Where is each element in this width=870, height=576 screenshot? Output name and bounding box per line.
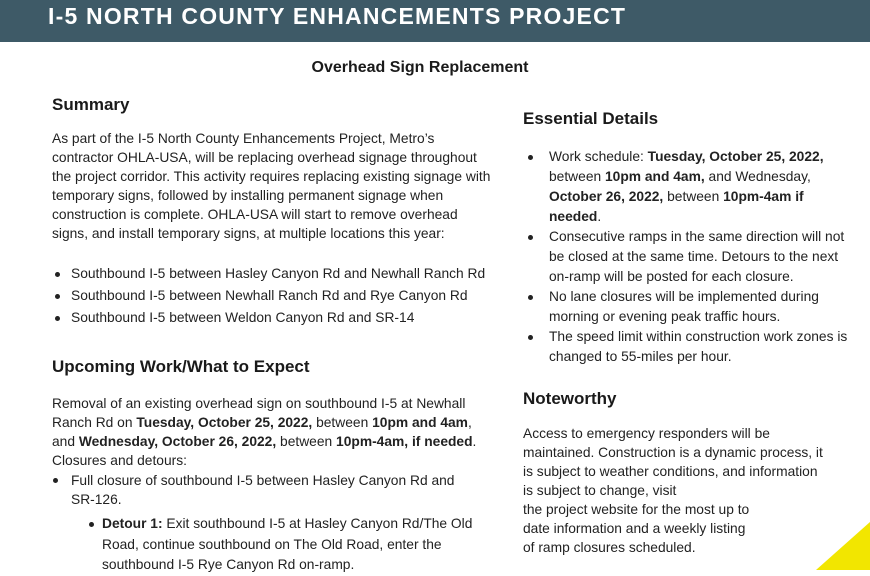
bullet-icon bbox=[89, 522, 94, 527]
list-item bbox=[52, 308, 502, 328]
bullet-icon bbox=[55, 316, 60, 321]
bullet-icon bbox=[528, 155, 533, 160]
location-text: Southbound I-5 between Hasley Canyon Rd and Newhall Ranch Rd bbox=[71, 266, 486, 281]
closure-text: Full closure of southbound I-5 between Hasley Canyon Rd and SR-126. bbox=[71, 473, 455, 507]
intro-date-1: Tuesday, October 25, 2022, bbox=[136, 415, 313, 430]
noteworthy-line: the project website for the most up to bbox=[523, 502, 750, 517]
list-item bbox=[52, 286, 502, 306]
intro-text: Removal of an existing overhead sign on southbound I-5 at Newhall Ranch Rd on bbox=[52, 396, 466, 430]
header-banner bbox=[0, 0, 870, 42]
location-text: Southbound I-5 between Newhall Ranch Rd and Rye Canyon Rd bbox=[71, 288, 468, 303]
noteworthy-heading: Noteworthy bbox=[523, 389, 617, 408]
bullet-icon bbox=[55, 272, 60, 277]
intro-text: between bbox=[312, 415, 373, 430]
noteworthy-text bbox=[523, 424, 863, 557]
schedule-text: between bbox=[549, 169, 605, 184]
intro-text: . Closures and detours: bbox=[52, 434, 477, 468]
list-item bbox=[52, 264, 502, 284]
noteworthy-line: is subject to weather conditions, and information bbox=[523, 464, 818, 479]
detour-label: Detour 1: bbox=[102, 516, 163, 531]
upcoming-heading: Upcoming Work/What to Expect bbox=[52, 357, 310, 376]
list-item bbox=[523, 287, 851, 327]
schedule-time-2: 10pm-4am if needed bbox=[549, 189, 804, 224]
bullet-icon bbox=[528, 335, 533, 340]
list-item bbox=[523, 147, 851, 227]
schedule-date-2: October 26, 2022, bbox=[549, 189, 664, 204]
closures-list bbox=[52, 471, 472, 509]
noteworthy-line: date information and a weekly listing bbox=[523, 521, 746, 536]
detail-text: Consecutive ramps in the same direction will not be closed at the same time. Detours to the next on-ramp will be posted for each closure. bbox=[549, 229, 845, 284]
upcoming-intro bbox=[52, 394, 497, 470]
schedule-time-1: 10pm and 4am, bbox=[605, 169, 705, 184]
list-item bbox=[87, 514, 477, 576]
noteworthy-line: Access to emergency responders will be bbox=[523, 426, 770, 441]
summary-paragraph: As part of the I-5 North County Enhancements Project, Metro’s contractor OHLA-USA, will be replacing overhead signage throughout the project corridor. This activity requires replacing existing signage with temporary signs, followed by installing permanent signage when construction is complete. OHLA-USA will start to remove overhead signs, and install temporary signs, at multiple locations this year: bbox=[52, 131, 491, 241]
intro-text: , and bbox=[52, 415, 472, 449]
list-item bbox=[52, 471, 472, 509]
summary-heading: Summary bbox=[52, 95, 130, 114]
banner-title: I-5 NORTH COUNTY ENHANCEMENTS PROJECT bbox=[48, 3, 627, 29]
essential-list bbox=[523, 147, 851, 367]
schedule-text: between bbox=[663, 189, 724, 204]
intro-time-1: 10pm and 4am bbox=[372, 415, 468, 430]
bullet-icon bbox=[528, 295, 533, 300]
detour-text: Exit southbound I-5 at Hasley Canyon Rd/The Old Road, continue southbound on The Old Road, enter the southbound I-5 Rye Canyon Rd on-ramp. bbox=[102, 516, 473, 572]
bullet-icon bbox=[53, 478, 58, 483]
intro-time-2: 10pm-4am, if needed bbox=[336, 434, 473, 449]
list-item bbox=[523, 227, 851, 287]
detail-text: The speed limit within construction work zones is changed to 55-miles per hour. bbox=[549, 329, 848, 364]
corner-accent-shape bbox=[816, 522, 870, 570]
document-title: Overhead Sign Replacement bbox=[311, 59, 529, 76]
schedule-text: Work schedule: bbox=[549, 149, 648, 164]
detours-list bbox=[87, 514, 477, 576]
intro-text: between bbox=[276, 434, 337, 449]
schedule-text: . bbox=[597, 209, 602, 224]
list-item bbox=[523, 327, 851, 367]
location-text: Southbound I-5 between Weldon Canyon Rd and SR-14 bbox=[71, 310, 415, 325]
schedule-date-1: Tuesday, October 25, 2022, bbox=[647, 149, 824, 164]
bullet-icon bbox=[55, 294, 60, 299]
schedule-text: and Wednesday, bbox=[704, 169, 811, 184]
bullet-icon bbox=[528, 235, 533, 240]
noteworthy-line: maintained. Construction is a dynamic process, it bbox=[523, 445, 823, 460]
essential-heading: Essential Details bbox=[523, 109, 659, 128]
noteworthy-line: of ramp closures scheduled. bbox=[523, 540, 696, 555]
detail-text: No lane closures will be implemented during morning or evening peak traffic hours. bbox=[549, 289, 819, 324]
locations-list bbox=[52, 264, 502, 328]
intro-date-2: Wednesday, October 26, 2022, bbox=[78, 434, 277, 449]
noteworthy-line: is subject to change, visit bbox=[523, 483, 677, 498]
